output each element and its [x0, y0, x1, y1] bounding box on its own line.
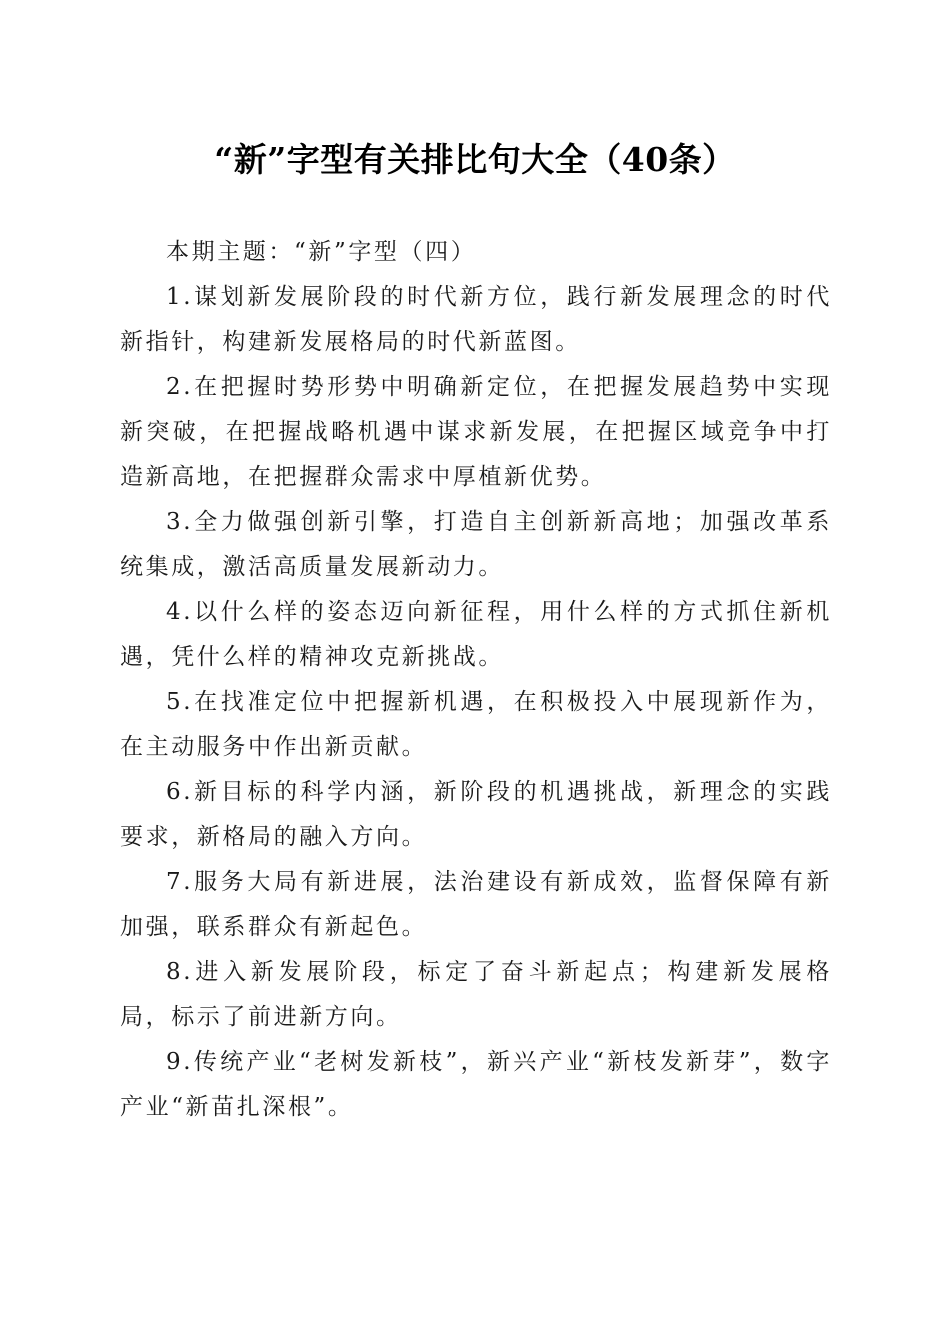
- list-item: 6.新目标的科学内涵，新阶段的机遇挑战，新理念的实践要求，新格局的融入方向。: [120, 779, 832, 850]
- list-item: 1.谋划新发展阶段的时代新方位，践行新发展理念的时代新指针，构建新发展格局的时代新蓝图。: [120, 284, 832, 355]
- theme-line: 本期主题：“新”字型（四）: [166, 239, 477, 265]
- list-item: 3.全力做强创新引擎，打造自主创新新高地；加强改革系统集成，激活高质量发展新动力。: [120, 509, 832, 580]
- list-item: 4.以什么样的姿态迈向新征程，用什么样的方式抓住新机遇，凭什么样的精神攻克新挑战。: [120, 599, 832, 670]
- document-body: [120, 230, 832, 1130]
- list-item: 9.传统产业“老树发新枝”，新兴产业“新枝发新芽”，数字产业“新苗扎深根”。: [120, 1049, 832, 1120]
- list-item: 2.在把握时势形势中明确新定位，在把握发展趋势中实现新突破，在把握战略机遇中谋求新发展，在把握区域竞争中打造新高地，在把握群众需求中厚植新优势。: [120, 374, 832, 490]
- document-title: “新”字型有关排比句大全（40条）: [214, 140, 736, 179]
- list-item: 7.服务大局有新进展，法治建设有新成效，监督保障有新加强，联系群众有新起色。: [120, 869, 832, 940]
- list-item: 8.进入新发展阶段，标定了奋斗新起点；构建新发展格局，标示了前进新方向。: [120, 959, 832, 1030]
- list-item: 5.在找准定位中把握新机遇，在积极投入中展现新作为，在主动服务中作出新贡献。: [120, 689, 832, 760]
